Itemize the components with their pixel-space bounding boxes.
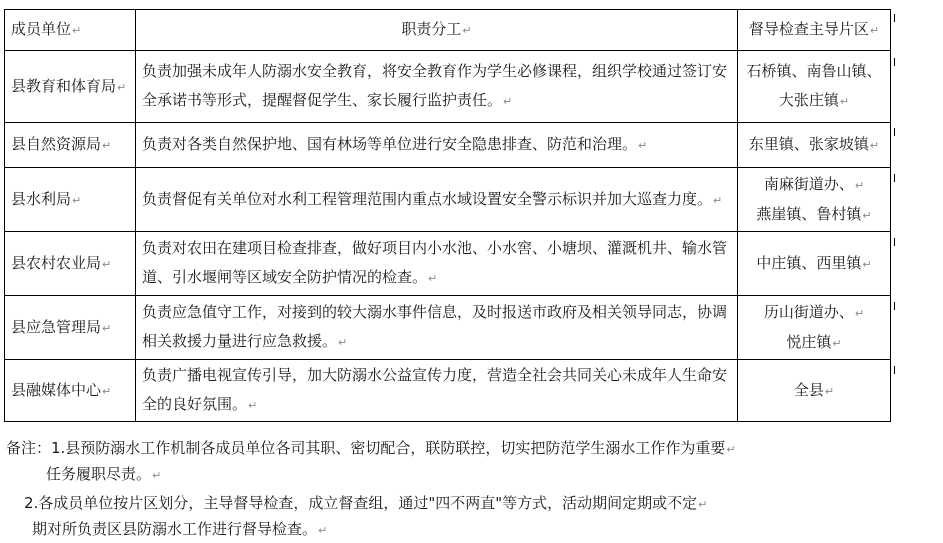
- duty-cell: 负责加强未成年人防溺水安全教育，将安全教育作为学生必修课程，组织学校通过签订安全承诺书等形式，提醒督促学生、家长履行监护责任。↵: [136, 51, 738, 123]
- duty-cell: 负责对各类自然保护地、国有林场等单位进行安全隐患排查、防范和治理。↵: [136, 123, 738, 168]
- unit-cell: 县教育和体育局↵: [5, 51, 136, 123]
- unit-cell: 县农村农业局↵: [5, 232, 136, 296]
- table-row: [5, 51, 891, 123]
- table-row: [5, 232, 891, 296]
- row-end-mark: [894, 302, 895, 310]
- area-cell: 南麻街道办、↵ 燕崖镇、鲁村镇↵: [738, 168, 891, 232]
- unit-cell: 县自然资源局↵: [5, 123, 136, 168]
- row-end-mark: [894, 58, 895, 66]
- duty-cell: 负责广播电视宣传引导，加大防溺水公益宣传力度，营造全社会共同关心未成年人生命安全的良好氛围。↵: [136, 360, 738, 422]
- area-cell: 石桥镇、南鲁山镇、 大张庄镇↵: [738, 51, 891, 123]
- row-end-mark: [894, 366, 895, 374]
- row-end-mark: [894, 238, 895, 246]
- row-end-mark: [894, 14, 895, 22]
- unit-cell: 县水利局↵: [5, 168, 136, 232]
- duty-cell: 负责督促有关单位对水利工程管理范围内重点水域设置安全警示标识并加大巡查力度。↵: [136, 168, 738, 232]
- table-row: [5, 123, 891, 168]
- header-area: 督导检查主导片区↵: [738, 10, 891, 51]
- table-header-row: [5, 10, 891, 51]
- header-duty: 职责分工↵: [136, 10, 738, 51]
- row-end-mark: [894, 174, 895, 182]
- table-row: [5, 360, 891, 422]
- area-cell: 东里镇、张家坡镇↵: [738, 123, 891, 168]
- table-row: [5, 168, 891, 232]
- area-cell: 历山街道办、↵ 悦庄镇↵: [738, 296, 891, 360]
- unit-cell: 县应急管理局↵: [5, 296, 136, 360]
- header-unit: 成员单位↵: [5, 10, 136, 51]
- unit-cell: 县融媒体中心↵: [5, 360, 136, 422]
- duty-cell: 负责对农田在建项目检查排查，做好项目内小水池、小水窖、小塘坝、灌溉机井、输水管道、引水堰闸等区域安全防护情况的检查。↵: [136, 232, 738, 296]
- notes-section: [6, 436, 936, 543]
- duty-cell: 负责应急值守工作，对接到的较大溺水事件信息，及时报送市政府及相关领导同志，协调相关救援力量进行应急救援。↵: [136, 296, 738, 360]
- note-2: 2.各成员单位按片区划分，主导督导检查，成立督查组，通过"四不两直"等方式，活动期间定期或不定↵: [24, 494, 708, 512]
- note-1: 备注：1.县预防溺水工作机制各成员单位各司其职、密切配合，联防联控，切实把防范学生溺水工作作为重要↵: [6, 439, 736, 457]
- note-2-continued: 期对所负责区县防溺水工作进行督导检查。↵: [32, 520, 328, 538]
- area-cell: 全县↵: [738, 360, 891, 422]
- note-1-continued: 任务履职尽责。↵: [46, 465, 162, 483]
- duty-table: [4, 9, 891, 422]
- area-cell: 中庄镇、西里镇↵: [738, 232, 891, 296]
- row-end-mark: [894, 128, 895, 136]
- table-row: [5, 296, 891, 360]
